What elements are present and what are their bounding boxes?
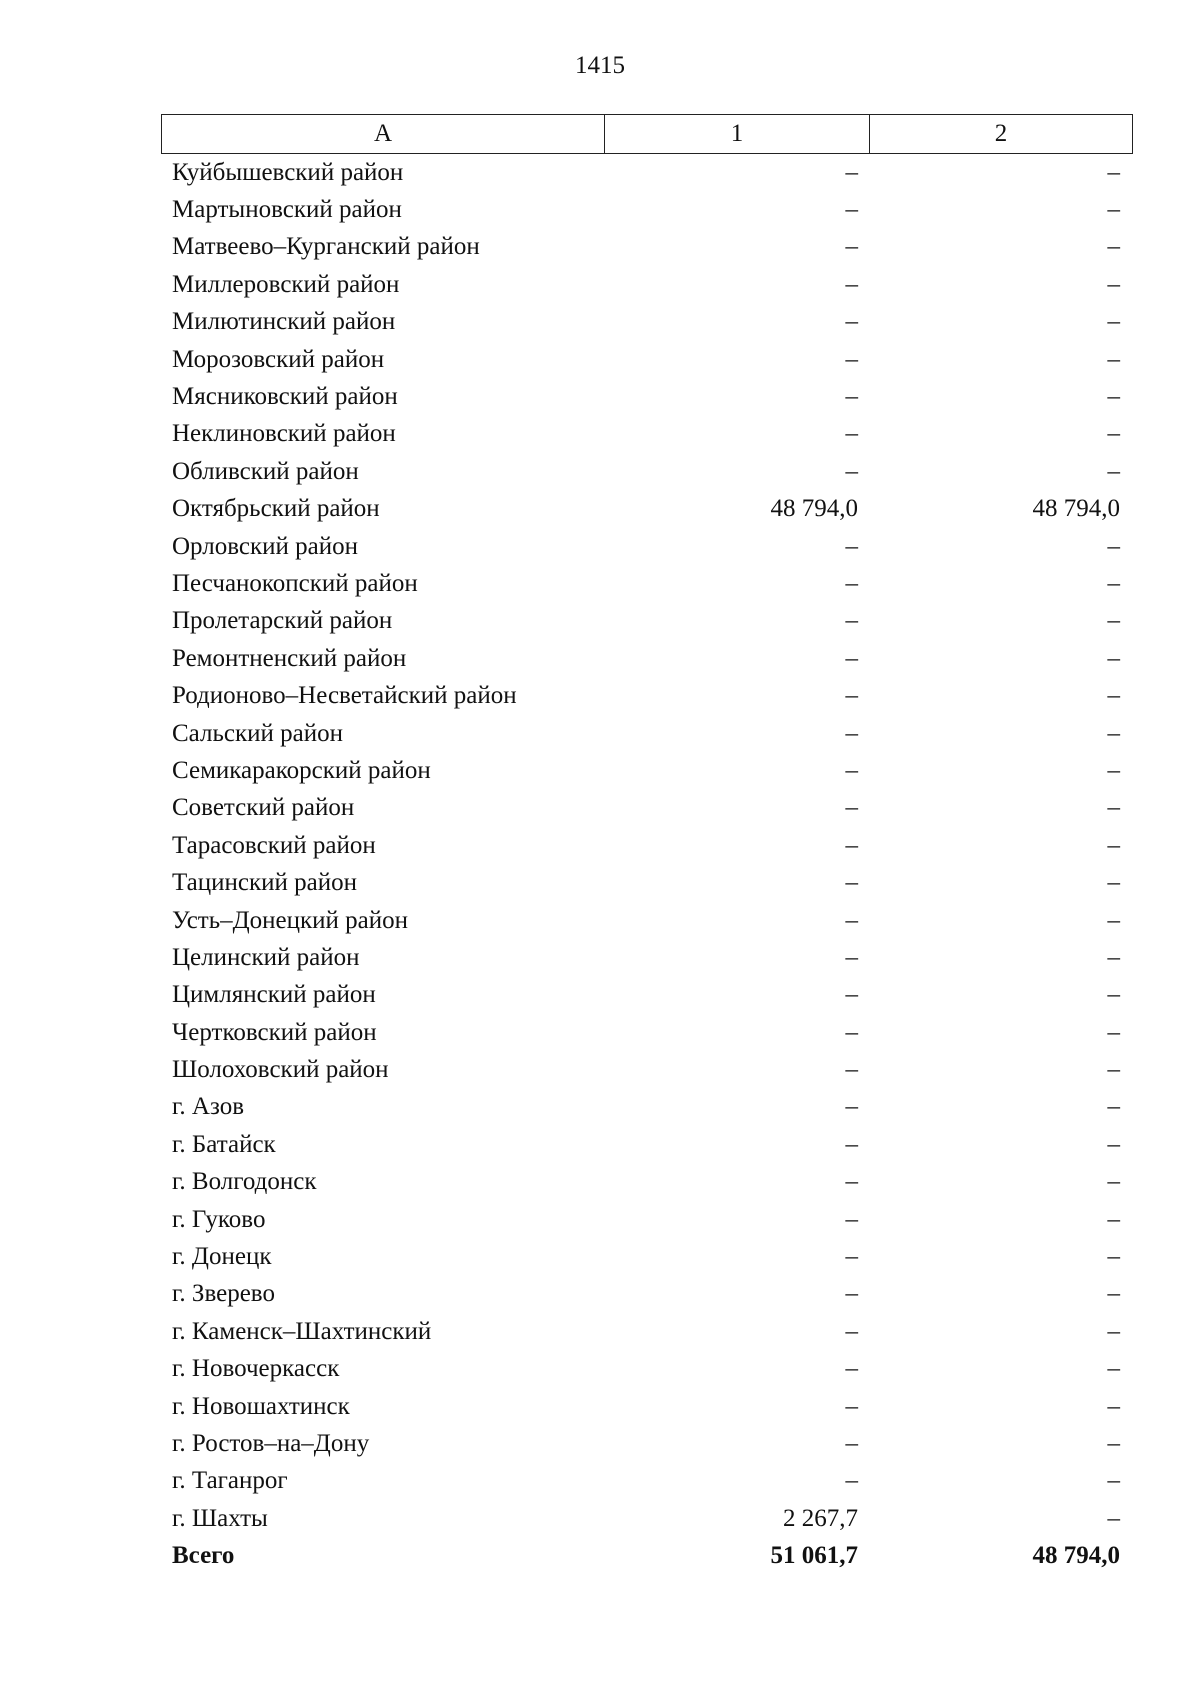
row-value-1: – bbox=[845, 607, 858, 635]
table-row bbox=[161, 1425, 1133, 1462]
row-name: Советский район bbox=[172, 794, 355, 822]
row-value-1: – bbox=[845, 906, 858, 934]
table-row bbox=[161, 1276, 1133, 1313]
table-row bbox=[161, 790, 1133, 827]
row-value-2: – bbox=[1107, 682, 1120, 710]
row-name: Сальский район bbox=[172, 719, 343, 747]
row-value-1: – bbox=[845, 1280, 858, 1308]
table-row bbox=[161, 416, 1133, 453]
row-name: г. Каменск–Шахтинский bbox=[172, 1317, 432, 1345]
row-name: г. Волгодонск bbox=[172, 1168, 317, 1196]
row-name: Миллеровский район bbox=[172, 270, 400, 298]
row-value-2: – bbox=[1107, 644, 1120, 672]
row-value-2: – bbox=[1107, 1056, 1120, 1084]
row-name: Морозовский район bbox=[172, 345, 385, 373]
table-row bbox=[161, 752, 1133, 789]
row-name: г. Зверево bbox=[172, 1280, 275, 1308]
row-value-1: – bbox=[845, 1168, 858, 1196]
table-row bbox=[161, 640, 1133, 677]
header-cell-a: А bbox=[162, 115, 605, 153]
row-value-2: – bbox=[1107, 1467, 1120, 1495]
row-value-1: – bbox=[845, 756, 858, 784]
row-value-2: – bbox=[1107, 1093, 1120, 1121]
row-value-1: – bbox=[845, 831, 858, 859]
row-value-2: – bbox=[1107, 1317, 1120, 1345]
row-name: Тарасовский район bbox=[172, 831, 376, 859]
table-row bbox=[161, 378, 1133, 415]
row-value-1: – bbox=[845, 1093, 858, 1121]
row-value-2: – bbox=[1107, 308, 1120, 336]
row-value-1: – bbox=[845, 270, 858, 298]
row-value-2: 48 794,0 bbox=[1032, 1542, 1120, 1570]
row-value-2: – bbox=[1107, 420, 1120, 448]
row-value-1: – bbox=[845, 1317, 858, 1345]
table-header bbox=[161, 114, 1133, 154]
row-value-1: – bbox=[845, 383, 858, 411]
row-name: Матвеево–Курганский район bbox=[172, 233, 480, 261]
row-value-1: – bbox=[845, 158, 858, 186]
row-value-1: – bbox=[845, 233, 858, 261]
row-value-2: – bbox=[1107, 233, 1120, 261]
table-row bbox=[161, 1014, 1133, 1051]
row-value-1: 51 061,7 bbox=[770, 1542, 858, 1570]
table-row bbox=[161, 977, 1133, 1014]
row-value-1: – bbox=[845, 943, 858, 971]
row-name: г. Донецк bbox=[172, 1243, 272, 1271]
row-value-1: – bbox=[845, 719, 858, 747]
row-value-1: – bbox=[845, 1467, 858, 1495]
row-value-2: – bbox=[1107, 831, 1120, 859]
table-row bbox=[161, 1089, 1133, 1126]
table-row bbox=[161, 229, 1133, 266]
row-value-1: – bbox=[845, 457, 858, 485]
row-value-1: – bbox=[845, 1130, 858, 1158]
row-value-2: – bbox=[1107, 794, 1120, 822]
table-row bbox=[161, 827, 1133, 864]
row-name: г. Ростов–на–Дону bbox=[172, 1429, 370, 1457]
total-row bbox=[161, 1537, 1133, 1574]
row-value-2: – bbox=[1107, 457, 1120, 485]
row-value-2: – bbox=[1107, 906, 1120, 934]
row-name: г. Азов bbox=[172, 1093, 245, 1121]
row-value-1: 2 267,7 bbox=[783, 1504, 858, 1532]
table-row bbox=[161, 1051, 1133, 1088]
row-name: Неклиновский район bbox=[172, 420, 396, 448]
row-value-2: – bbox=[1107, 345, 1120, 373]
row-value-1: – bbox=[845, 869, 858, 897]
table-body bbox=[161, 154, 1133, 1575]
row-name: Обливский район bbox=[172, 457, 359, 485]
row-value-2: – bbox=[1107, 158, 1120, 186]
table-row bbox=[161, 528, 1133, 565]
row-value-1: – bbox=[845, 1018, 858, 1046]
table-row bbox=[161, 304, 1133, 341]
row-value-2: – bbox=[1107, 943, 1120, 971]
row-value-2: – bbox=[1107, 869, 1120, 897]
row-name: Целинский район bbox=[172, 943, 360, 971]
row-value-2: – bbox=[1107, 719, 1120, 747]
row-value-2: – bbox=[1107, 383, 1120, 411]
row-name: г. Новочеркасск bbox=[172, 1355, 340, 1383]
row-value-1: – bbox=[845, 569, 858, 597]
row-value-1: – bbox=[845, 196, 858, 224]
row-name: Октябрьский район bbox=[172, 495, 380, 523]
row-name: Тацинский район bbox=[172, 869, 357, 897]
row-value-1: – bbox=[845, 1355, 858, 1383]
row-value-1: 48 794,0 bbox=[770, 495, 858, 523]
row-value-1: – bbox=[845, 682, 858, 710]
page-number: 1415 bbox=[575, 52, 625, 79]
row-name: Мартыновский район bbox=[172, 196, 402, 224]
row-value-1: – bbox=[845, 420, 858, 448]
table-row bbox=[161, 266, 1133, 303]
table-row bbox=[161, 1238, 1133, 1275]
table-row bbox=[161, 341, 1133, 378]
row-value-2: – bbox=[1107, 1130, 1120, 1158]
row-name: Семикаракорский район bbox=[172, 756, 431, 784]
row-value-1: – bbox=[845, 1243, 858, 1271]
row-value-1: – bbox=[845, 1056, 858, 1084]
row-value-2: – bbox=[1107, 270, 1120, 298]
row-value-1: – bbox=[845, 981, 858, 1009]
table-row bbox=[161, 491, 1133, 528]
header-cell-1: 1 bbox=[605, 115, 870, 153]
row-value-2: – bbox=[1107, 1392, 1120, 1420]
row-value-1: – bbox=[845, 794, 858, 822]
table-row bbox=[161, 453, 1133, 490]
row-value-1: – bbox=[845, 308, 858, 336]
row-value-2: – bbox=[1107, 1504, 1120, 1532]
row-value-2: – bbox=[1107, 1355, 1120, 1383]
row-name: Орловский район bbox=[172, 532, 358, 560]
table-row bbox=[161, 939, 1133, 976]
row-name: г. Шахты bbox=[172, 1504, 268, 1532]
row-value-2: – bbox=[1107, 981, 1120, 1009]
row-name: Шолоховский район bbox=[172, 1056, 389, 1084]
row-name: Усть–Донецкий район bbox=[172, 906, 409, 934]
table-row bbox=[161, 1126, 1133, 1163]
table-row bbox=[161, 565, 1133, 602]
table-row bbox=[161, 1500, 1133, 1537]
row-name: Цимлянский район bbox=[172, 981, 376, 1009]
row-name: Песчанокопский район bbox=[172, 569, 418, 597]
row-value-2: – bbox=[1107, 607, 1120, 635]
row-value-2: – bbox=[1107, 1168, 1120, 1196]
row-name: г. Гуково bbox=[172, 1205, 266, 1233]
row-name: Мясниковский район bbox=[172, 383, 398, 411]
row-value-2: – bbox=[1107, 196, 1120, 224]
row-value-1: – bbox=[845, 345, 858, 373]
row-name: Чертковский район bbox=[172, 1018, 377, 1046]
row-value-2: – bbox=[1107, 756, 1120, 784]
table-row bbox=[161, 715, 1133, 752]
row-name: Пролетарский район bbox=[172, 607, 393, 635]
row-value-1: – bbox=[845, 1429, 858, 1457]
row-value-2: – bbox=[1107, 1243, 1120, 1271]
header-cell-2: 2 bbox=[994, 120, 1008, 147]
row-value-2: – bbox=[1107, 1429, 1120, 1457]
row-value-1: – bbox=[845, 1205, 858, 1233]
table-row bbox=[161, 191, 1133, 228]
table-row bbox=[161, 864, 1133, 901]
table-row bbox=[161, 902, 1133, 939]
row-value-2: 48 794,0 bbox=[1032, 495, 1120, 523]
row-value-2: – bbox=[1107, 1018, 1120, 1046]
table-row bbox=[161, 1164, 1133, 1201]
table-row bbox=[161, 154, 1133, 191]
row-name: Ремонтненский район bbox=[172, 644, 407, 672]
table-row bbox=[161, 1388, 1133, 1425]
row-value-1: – bbox=[845, 644, 858, 672]
row-name: Родионово–Несветайский район bbox=[172, 682, 517, 710]
row-value-2: – bbox=[1107, 532, 1120, 560]
table-row bbox=[161, 1201, 1133, 1238]
row-value-2: – bbox=[1107, 1205, 1120, 1233]
table-row bbox=[161, 1351, 1133, 1388]
table-row bbox=[161, 1313, 1133, 1350]
row-value-2: – bbox=[1107, 569, 1120, 597]
row-name: г. Батайск bbox=[172, 1130, 276, 1158]
row-name: г. Новошахтинск bbox=[172, 1392, 350, 1420]
row-value-2: – bbox=[1107, 1280, 1120, 1308]
row-name: г. Таганрог bbox=[172, 1467, 288, 1495]
row-value-1: – bbox=[845, 1392, 858, 1420]
row-value-1: – bbox=[845, 532, 858, 560]
table-row bbox=[161, 1463, 1133, 1500]
row-name: Милютинский район bbox=[172, 308, 396, 336]
table-row bbox=[161, 603, 1133, 640]
table-row bbox=[161, 677, 1133, 714]
row-name: Всего bbox=[172, 1542, 235, 1570]
row-name: Куйбышевский район bbox=[172, 158, 404, 186]
